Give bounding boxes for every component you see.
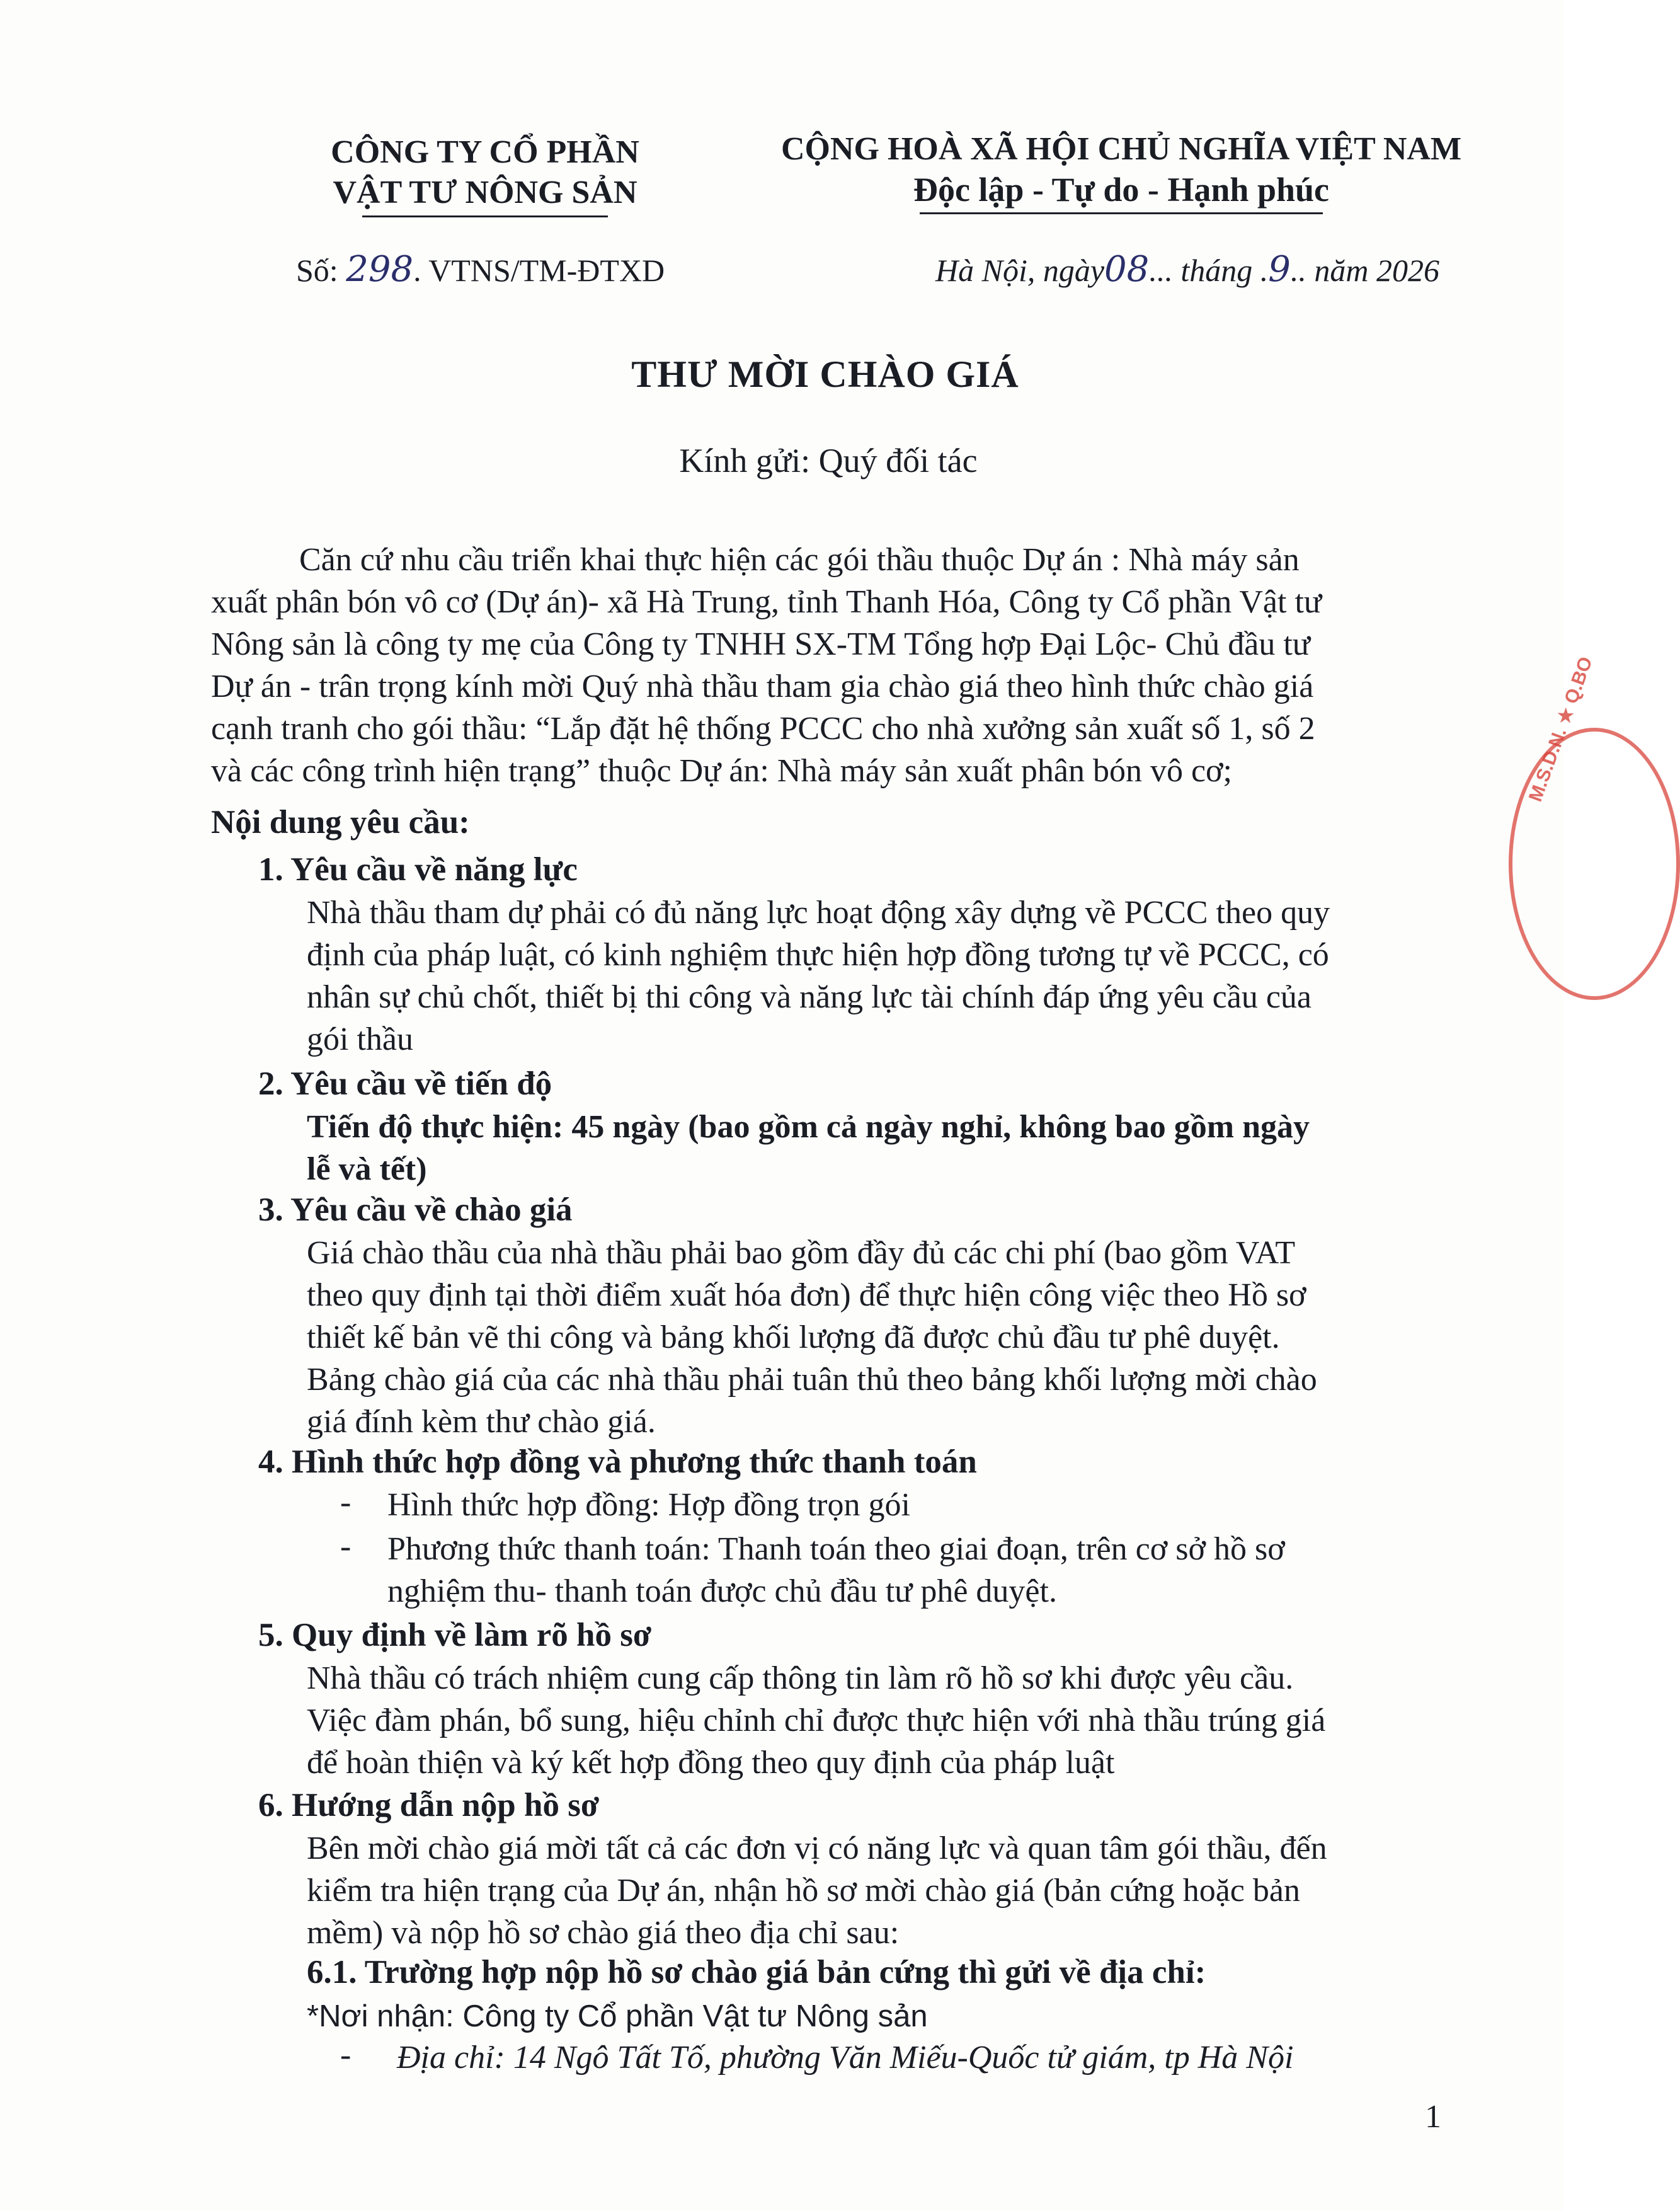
section-1-body (307, 892, 1330, 1060)
date-month-handwritten: 9 (1268, 249, 1291, 290)
section-3-body (307, 1232, 1317, 1443)
document-date (935, 249, 1439, 290)
document-number (296, 249, 665, 290)
payment-method-line: nghiệm thu- thanh toán được chủ đầu tư phê duyệt. (387, 1573, 1057, 1609)
motto-underline (920, 212, 1323, 214)
intro-line: cạnh tranh cho gói thầu: “Lắp đặt hệ thống PCCC cho nhà xưởng sản xuất số 1, số 2 (211, 711, 1315, 747)
section-1-line: Nhà thầu tham dự phải có đủ năng lực hoạt động xây dựng về PCCC theo quy (307, 895, 1330, 931)
section-1-line: nhân sự chủ chốt, thiết bị thi công và năng lực tài chính đáp ứng yêu cầu của (307, 979, 1311, 1015)
section-6-heading: 6. Hướng dẫn nộp hồ sơ (258, 1787, 600, 1823)
recipient-line (307, 1996, 928, 2038)
intro-line: Dự án - trân trọng kính mời Quý nhà thầu tham gia chào giá theo hình thức chào giá (211, 669, 1314, 704)
section-3-heading: 3. Yêu cầu về chào giá (258, 1192, 573, 1228)
company-name-block (277, 132, 693, 217)
section-1-heading: 1. Yêu cầu về năng lực (258, 851, 578, 888)
date-year: .. năm 2026 (1290, 253, 1439, 288)
section-4-item-1 (387, 1484, 910, 1526)
intro-line: và các công trình hiện trạng” thuộc Dự án: Nhà máy sản xuất phân bón vô cơ; (211, 753, 1232, 789)
section-1-line: gói thầu (307, 1021, 413, 1057)
company-line-1: CÔNG TY CỔ PHẦN (331, 134, 639, 170)
doc-number-prefix: Số: (296, 253, 346, 288)
section-5-body (307, 1657, 1325, 1784)
national-heading-block (743, 129, 1499, 214)
intro-paragraph (211, 539, 1446, 792)
section-3-line: Giá chào thầu của nhà thầu phải bao gồm đầy đủ các chi phí (bao gồm VAT (307, 1235, 1296, 1271)
list-dash: - (340, 1485, 351, 1520)
section-2-heading: 2. Yêu cầu về tiến độ (258, 1065, 552, 1102)
address-text: Địa chỉ: 14 Ngô Tất Tố, phường Văn Miếu-Quốc tử giám, tp Hà Nội (397, 2040, 1294, 2076)
section-4-heading: 4. Hình thức hợp đồng và phương thức thanh toán (258, 1444, 977, 1480)
list-dash: - (340, 2037, 351, 2073)
intro-line: xuất phân bón vô cơ (Dự án)- xã Hà Trung, tỉnh Thanh Hóa, Công ty Cổ phần Vật tư (211, 584, 1322, 620)
doc-number-suffix: . VTNS/TM-ĐTXD (413, 253, 665, 288)
date-day-handwritten: 08 (1104, 249, 1150, 290)
date-prefix: Hà Nội, ngày (935, 253, 1105, 288)
section-4-item-2 (387, 1528, 1285, 1612)
section-2-line: lễ và tết) (307, 1151, 427, 1187)
section-3-line: thiết kế bản vẽ thi công và bảng khối lượng đã được chủ đầu tư phê duyệt. (307, 1319, 1280, 1355)
company-underline (362, 215, 608, 217)
doc-number-handwritten: 298 (346, 249, 414, 290)
section-5-line: Việc đàm phán, bổ sung, hiệu chỉnh chỉ được thực hiện với nhà thầu trúng giá (307, 1703, 1326, 1738)
contract-form-line: Hình thức hợp đồng: Hợp đồng trọn gói (387, 1487, 910, 1523)
intro-line: Căn cứ nhu cầu triển khai thực hiện các gói thầu thuộc Dự án : Nhà máy sản (299, 542, 1300, 578)
section-1-line: định của pháp luật, có kinh nghiệm thực hiện hợp đồng tương tự về PCCC, có (307, 937, 1329, 973)
section-2-line: Tiến độ thực hiện: 45 ngày (bao gồm cả ngày nghỉ, không bao gồm ngày (307, 1109, 1310, 1145)
requirements-heading: Nội dung yêu cầu: (211, 804, 470, 841)
section-6-line: kiểm tra hiện trạng của Dự án, nhận hồ sơ mời chào giá (bản cứng hoặc bản (307, 1873, 1300, 1909)
section-6-body (307, 1827, 1327, 1954)
document-title: THƯ MỜI CHÀO GIÁ (631, 353, 1019, 395)
section-5-heading: 5. Quy định về làm rõ hồ sơ (258, 1617, 652, 1653)
company-line-2: VẬT TƯ NÔNG SẢN (333, 175, 637, 210)
date-month-label: ... tháng . (1149, 253, 1269, 288)
nation-line-1: CỘNG HOÀ XÃ HỘI CHỦ NGHĨA VIỆT NAM (780, 131, 1462, 167)
recipient-text: *Nơi nhận: Công ty Cổ phần Vật tư Nông sản (307, 1999, 928, 2033)
stamp-text: M.S.D.N. ★ Q.BO (1524, 654, 1597, 805)
section-5-line: để hoàn thiện và ký kết hợp đồng theo quy định của pháp luật (307, 1745, 1115, 1781)
section-3-line: theo quy định tại thời điểm xuất hóa đơn) để thực hiện công việc theo Hồ sơ (307, 1277, 1306, 1313)
section-5-line: Nhà thầu có trách nhiệm cung cấp thông tin làm rõ hồ sơ khi được yêu cầu. (307, 1660, 1294, 1696)
section-6-line: Bên mời chào giá mời tất cả các đơn vị có năng lực và quan tâm gói thầu, đến (307, 1830, 1327, 1866)
section-3-line: Bảng chào giá của các nhà thầu phải tuân thủ theo bảng khối lượng mời chào (307, 1362, 1317, 1398)
section-6-1-heading: 6.1. Trường hợp nộp hồ sơ chào giá bản cứng thì gửi về địa chỉ: (307, 1954, 1206, 1990)
list-dash: - (340, 1529, 351, 1565)
section-3-line: giá đính kèm thư chào giá. (307, 1404, 656, 1440)
greeting: Kính gửi: Quý đối tác (679, 442, 978, 480)
section-2-body (307, 1106, 1310, 1190)
payment-method-line: Phương thức thanh toán: Thanh toán theo giai đoạn, trên cơ sở hồ sơ (387, 1531, 1285, 1567)
intro-line: Nông sản là công ty mẹ của Công ty TNHH SX-TM Tổng hợp Đại Lộc- Chủ đầu tư (211, 626, 1310, 662)
page-number: 1 (1425, 2099, 1441, 2135)
nation-motto: Độc lập - Tự do - Hạnh phúc (913, 171, 1330, 209)
address-line (397, 2036, 1293, 2079)
section-6-line: mềm) và nộp hồ sơ chào giá theo địa chỉ sau: (307, 1915, 900, 1951)
